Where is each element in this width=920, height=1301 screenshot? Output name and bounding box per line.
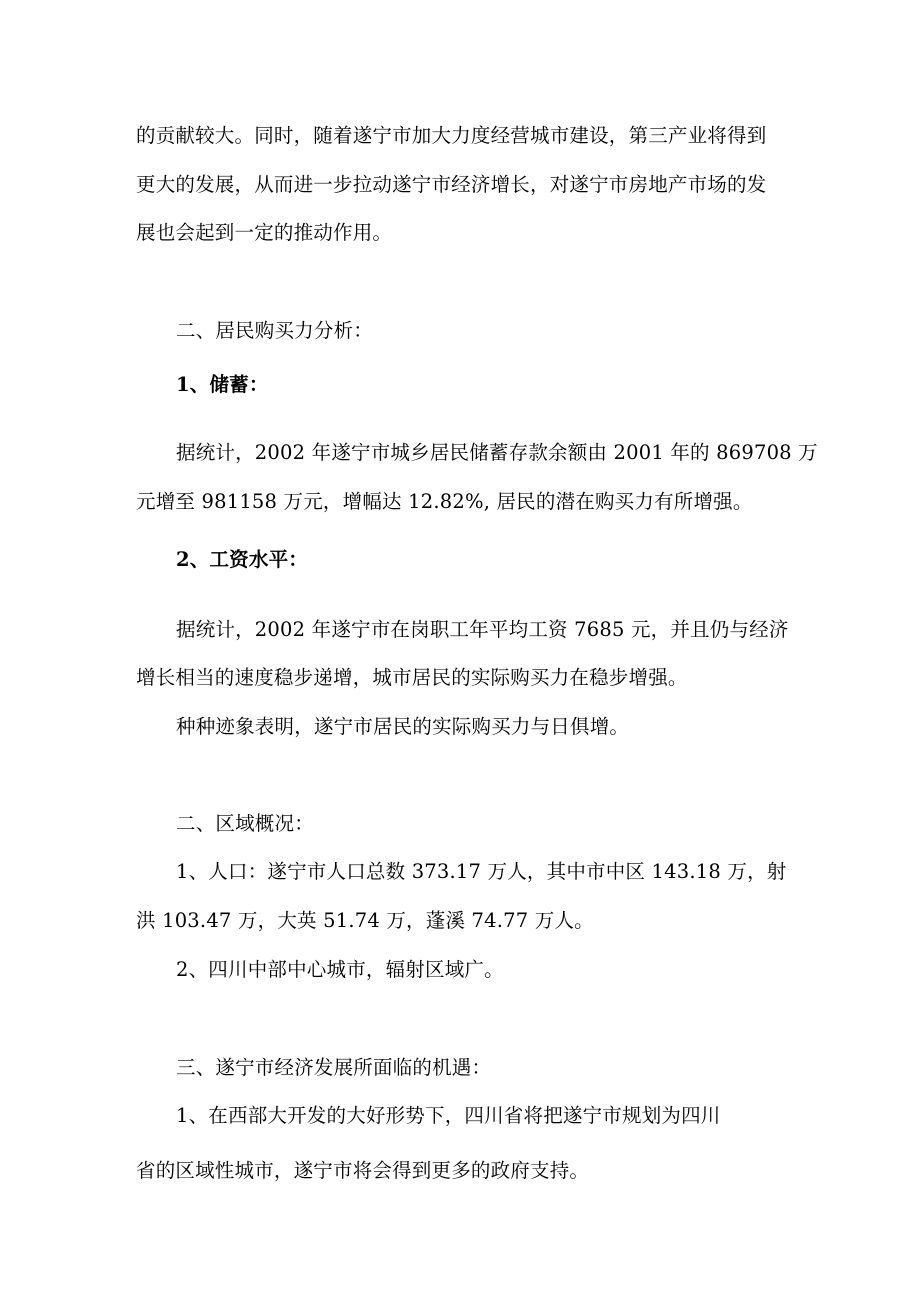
paragraph-line: 据统计，2002 年遂宁市城乡居民储蓄存款余额由 2001 年的 869708 万 [176, 441, 818, 464]
paragraph-line: 省的区域性城市，遂宁市将会得到更多的政府支持。 [136, 1159, 590, 1182]
paragraph-line: 元增至 981158 万元，增幅达 12.82%, 居民的潜在购买力有所增强。 [136, 490, 753, 513]
paragraph-line: 种种迹象表明，遂宁市居民的实际购买力与日俱增。 [176, 715, 630, 738]
paragraph-line: 的贡献较大。同时，随着遂宁市加大力度经营城市建设，第三产业将得到 [136, 124, 767, 147]
paragraph-line: 2、四川中部中心城市，辐射区域广。 [176, 958, 504, 981]
paragraph-line: 据统计，2002 年遂宁市在岗职工年平均工资 7685 元，并且仍与经济 [176, 618, 789, 641]
paragraph-line: 展也会起到一定的推动作用。 [136, 221, 393, 244]
paragraph-line: 洪 103.47 万，大英 51.74 万，蓬溪 74.77 万人。 [136, 909, 594, 932]
paragraph-line: 1、人口：遂宁市人口总数 373.17 万人，其中市中区 143.18 万，射 [176, 860, 787, 883]
section-heading-opportunity: 三、遂宁市经济发展所面临的机遇： [176, 1056, 492, 1079]
subheading-savings: 1、储蓄： [176, 373, 269, 396]
paragraph-line: 1、在西部大开发的大好形势下，四川省将把遂宁市规划为四川 [176, 1104, 721, 1127]
section-heading-purchasing-power: 二、居民购买力分析： [176, 319, 374, 342]
subheading-wages: 2、工资水平： [176, 548, 308, 571]
paragraph-line: 更大的发展，从而进一步拉动遂宁市经济增长，对遂宁市房地产市场的发 [136, 173, 767, 196]
section-heading-region: 二、区域概况： [176, 812, 314, 835]
paragraph-line: 增长相当的速度稳步递增，城市居民的实际购买力在稳步增强。 [136, 666, 688, 689]
